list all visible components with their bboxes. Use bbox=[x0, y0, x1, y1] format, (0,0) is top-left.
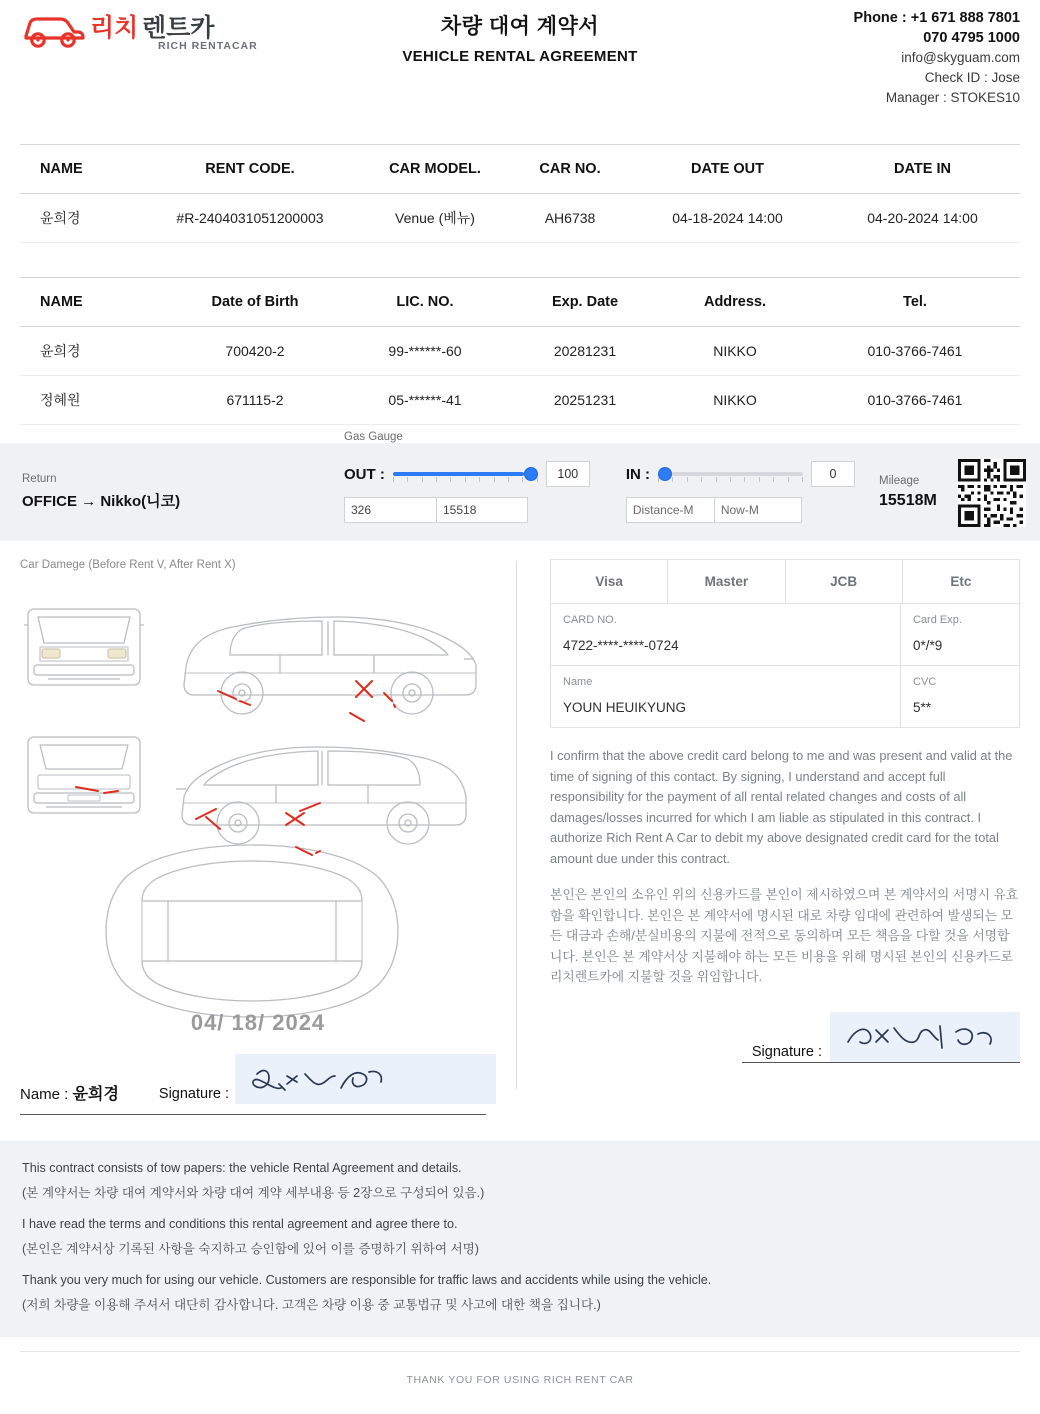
note-1-en: This contract consists of tow papers: the vehicle Rental Agreement and details. bbox=[22, 1161, 462, 1175]
footer-thanks: THANK YOU FOR USING RICH RENT CAR bbox=[20, 1351, 1020, 1386]
gauge-in-block bbox=[626, 461, 855, 523]
card-name-label: Name bbox=[563, 676, 593, 688]
name-value: 윤희경 bbox=[72, 1086, 119, 1103]
page-title bbox=[260, 8, 780, 65]
col-rent-code: RENT CODE. bbox=[140, 145, 360, 194]
cvc-value: 5** bbox=[913, 700, 932, 715]
cell-exp-date: 20281231 bbox=[510, 327, 660, 376]
car-damage-panel bbox=[0, 559, 516, 1115]
slider-fill bbox=[393, 472, 524, 476]
cell-lic-no: 99-******-60 bbox=[340, 327, 510, 376]
out-distance-input[interactable]: 326 bbox=[344, 497, 436, 523]
col-car-model: CAR MODEL. bbox=[360, 145, 510, 194]
customer-name-block bbox=[20, 1081, 119, 1104]
col-tel: Tel. bbox=[810, 278, 1020, 327]
card-agreement-english: I confirm that the above credit card belong to me and was present and valid at the time of signing of this contact. By signing, I understand and accept full responsibility for the payment of all rental related changes and costs of all damages/losses incurred for which I am liable as stipulated in this contract. I authorize Rich Rent A Car to debit my above designated credit card for the total amount due under this contract. bbox=[550, 748, 1013, 866]
title-english: VEHICLE RENTAL AGREEMENT bbox=[402, 48, 638, 65]
contact-phone-secondary: 070 4795 1000 bbox=[923, 30, 1020, 46]
qr-code-icon bbox=[958, 459, 1026, 532]
card-name-value: YOUN HEUIKYUNG bbox=[563, 700, 687, 715]
card-cvc-cell[interactable] bbox=[901, 666, 1019, 727]
out-value-box[interactable]: 100 bbox=[546, 461, 590, 487]
terms-notes-block bbox=[0, 1141, 1040, 1337]
signature-label: Signature : bbox=[158, 1086, 230, 1102]
out-now-input[interactable]: 15518 bbox=[436, 497, 528, 523]
vertical-divider bbox=[516, 561, 517, 1089]
note-3-ko: (저희 차량을 이용해 주셔서 대단히 감사합니다. 고객은 차량 이용 중 교통법규 및 사고에 대한 책을 집니다.) bbox=[22, 1298, 601, 1312]
card-no-value: 4722-****-****-0724 bbox=[563, 638, 679, 653]
slider-ticks bbox=[393, 477, 538, 483]
cell-address: NIKKO bbox=[660, 376, 810, 425]
signature-ink bbox=[235, 1054, 425, 1104]
svg-text:렌트카: 렌트카 bbox=[142, 14, 215, 42]
col-car-no: CAR NO. bbox=[510, 145, 630, 194]
gauge-out-block bbox=[344, 431, 590, 523]
tab-visa[interactable]: Visa bbox=[551, 560, 668, 603]
gas-gauge-strip bbox=[0, 431, 1040, 541]
in-value-box[interactable]: 0 bbox=[811, 461, 855, 487]
table-header-row bbox=[20, 145, 1020, 194]
card-signature-label: Signature : bbox=[751, 1043, 822, 1060]
cell-tel: 010-3766-7461 bbox=[810, 376, 1020, 425]
tab-jcb[interactable]: JCB bbox=[786, 560, 903, 603]
gas-gauge-label: Gas Gauge bbox=[344, 431, 403, 443]
note-1-ko: (본 계약서는 차량 대여 계약서와 차량 대여 계약 세부내용 등 2장으로 구성되어 있음.) bbox=[22, 1186, 485, 1200]
note-2-ko: (본인은 계약서상 기록된 사항을 숙지하고 승인함에 있어 이를 증명하기 위하여 서명) bbox=[22, 1242, 480, 1256]
contact-email: info@skyguam.com bbox=[901, 50, 1020, 65]
card-signature-field[interactable] bbox=[830, 1012, 1020, 1062]
col-address: Address. bbox=[660, 278, 810, 327]
card-exp-cell[interactable] bbox=[901, 604, 1019, 665]
brand-logo bbox=[20, 8, 260, 52]
cvc-label: CVC bbox=[913, 676, 937, 688]
rich-rentacar-logo-icon bbox=[20, 10, 258, 52]
rental-info-table bbox=[20, 144, 1020, 243]
out-gauge-slider[interactable] bbox=[393, 465, 538, 483]
cell-exp-date: 20251231 bbox=[510, 376, 660, 425]
cell-car-model: Venue (베뉴) bbox=[360, 194, 510, 243]
contact-phone: Phone : +1 671 888 7801 bbox=[853, 10, 1020, 26]
cell-driver-name: 윤희경 bbox=[20, 327, 170, 376]
return-value: OFFICE → Nikko(니코) bbox=[22, 493, 181, 510]
customer-signature-row bbox=[20, 1054, 496, 1104]
note-2-en: I have read the terms and conditions this rental agreement and agree there to. bbox=[22, 1217, 458, 1231]
card-type-tabs bbox=[550, 559, 1020, 603]
col-exp-date: Exp. Date bbox=[510, 278, 660, 327]
note-group-1 bbox=[22, 1159, 1018, 1203]
tab-etc[interactable]: Etc bbox=[950, 574, 972, 589]
mileage-value: 15518M bbox=[879, 491, 937, 509]
in-gauge-slider[interactable] bbox=[658, 465, 803, 483]
col-name: NAME bbox=[20, 145, 140, 194]
note-group-3 bbox=[22, 1271, 1018, 1315]
credit-card-panel bbox=[516, 559, 1040, 1115]
cell-car-no: AH6738 bbox=[510, 194, 630, 243]
note-3-en: Thank you very much for using our vehicle. Customers are responsible for traffic laws and accidents while using the vehicle. bbox=[22, 1273, 712, 1287]
card-details-grid bbox=[550, 603, 1020, 728]
col-date-in: DATE IN bbox=[825, 145, 1020, 194]
return-label: Return bbox=[22, 473, 57, 485]
driver-info-table bbox=[20, 277, 1020, 425]
signature-underline bbox=[20, 1114, 486, 1115]
in-now-input[interactable]: Now-M bbox=[714, 497, 802, 523]
return-location-block bbox=[14, 473, 344, 511]
cell-dob: 671115-2 bbox=[170, 376, 340, 425]
slider-ticks bbox=[658, 477, 803, 483]
document-header bbox=[0, 0, 1040, 110]
title-korean: 차량 대여 계약서 bbox=[440, 15, 600, 38]
tab-master[interactable]: Master bbox=[668, 560, 785, 603]
name-label: Name : bbox=[20, 1086, 69, 1103]
card-exp-label: Card Exp. bbox=[913, 614, 962, 626]
car-damage-diagram[interactable] bbox=[20, 581, 488, 1001]
signature-ink bbox=[830, 1012, 1020, 1062]
col-lic-no: LIC. NO. bbox=[340, 278, 510, 327]
customer-signature-field[interactable] bbox=[235, 1054, 496, 1104]
out-label: OUT : bbox=[344, 465, 385, 483]
manager: Manager : STOKES10 bbox=[885, 90, 1020, 105]
card-exp-value: 0*/*9 bbox=[913, 638, 943, 653]
mileage-block bbox=[879, 475, 937, 510]
damage-date: 04/ 18/ 2024 bbox=[190, 1010, 326, 1035]
col-driver-name: NAME bbox=[20, 278, 170, 327]
card-agreement-korean: 본인은 본인의 소유인 위의 신용카드를 본인이 제시하였으며 본 계약서의 서명시 유효함을 확인합니다. 본인은 본 계약서에 명시된 대로 차량 임대에 관련하여 발생되는 모든 대금과 손해/분실비용의 지불에 전적으로 동의하며 모든 책음을 다할 것을 서명합니다. 본인은 본 계약서상 지불해야 하는 모든 비용을 위해 명시된 본인의 신용카드로 리치렌트카에 지불할 것을 위임합니다. bbox=[550, 887, 1019, 984]
cell-name: 윤희경 bbox=[20, 194, 140, 243]
col-date-out: DATE OUT bbox=[630, 145, 825, 194]
cell-driver-name: 정혜원 bbox=[20, 376, 170, 425]
cell-lic-no: 05-******-41 bbox=[340, 376, 510, 425]
card-signature-row bbox=[550, 1012, 1020, 1062]
damage-caption: Car Damege (Before Rent V, After Rent X) bbox=[20, 559, 236, 571]
table-row bbox=[20, 376, 1020, 425]
cell-dob: 700420-2 bbox=[170, 327, 340, 376]
card-name-cell[interactable] bbox=[551, 666, 901, 727]
col-dob: Date of Birth bbox=[170, 278, 340, 327]
card-no-label: CARD NO. bbox=[563, 614, 617, 626]
mileage-label: Mileage bbox=[879, 474, 920, 487]
cell-date-out: 04-18-2024 14:00 bbox=[630, 194, 825, 243]
cell-date-in: 04-20-2024 14:00 bbox=[825, 194, 1020, 243]
svg-text:RICH RENTACAR: RICH RENTACAR bbox=[158, 40, 258, 52]
table-header-row bbox=[20, 278, 1020, 327]
card-number-cell[interactable] bbox=[551, 604, 901, 665]
contact-block bbox=[780, 8, 1020, 108]
check-id: Check ID : Jose bbox=[924, 70, 1020, 85]
svg-text:리치: 리치 bbox=[90, 14, 139, 42]
cell-rent-code: #R-2404031051200003 bbox=[140, 194, 360, 243]
table-row bbox=[20, 327, 1020, 376]
cell-tel: 010-3766-7461 bbox=[810, 327, 1020, 376]
note-group-2 bbox=[22, 1215, 1018, 1259]
table-row bbox=[20, 194, 1020, 243]
cell-address: NIKKO bbox=[660, 327, 810, 376]
slider-track bbox=[658, 472, 803, 476]
in-label: IN : bbox=[625, 465, 650, 483]
in-distance-input[interactable]: Distance-M bbox=[626, 497, 714, 523]
middle-section bbox=[0, 541, 1040, 1115]
